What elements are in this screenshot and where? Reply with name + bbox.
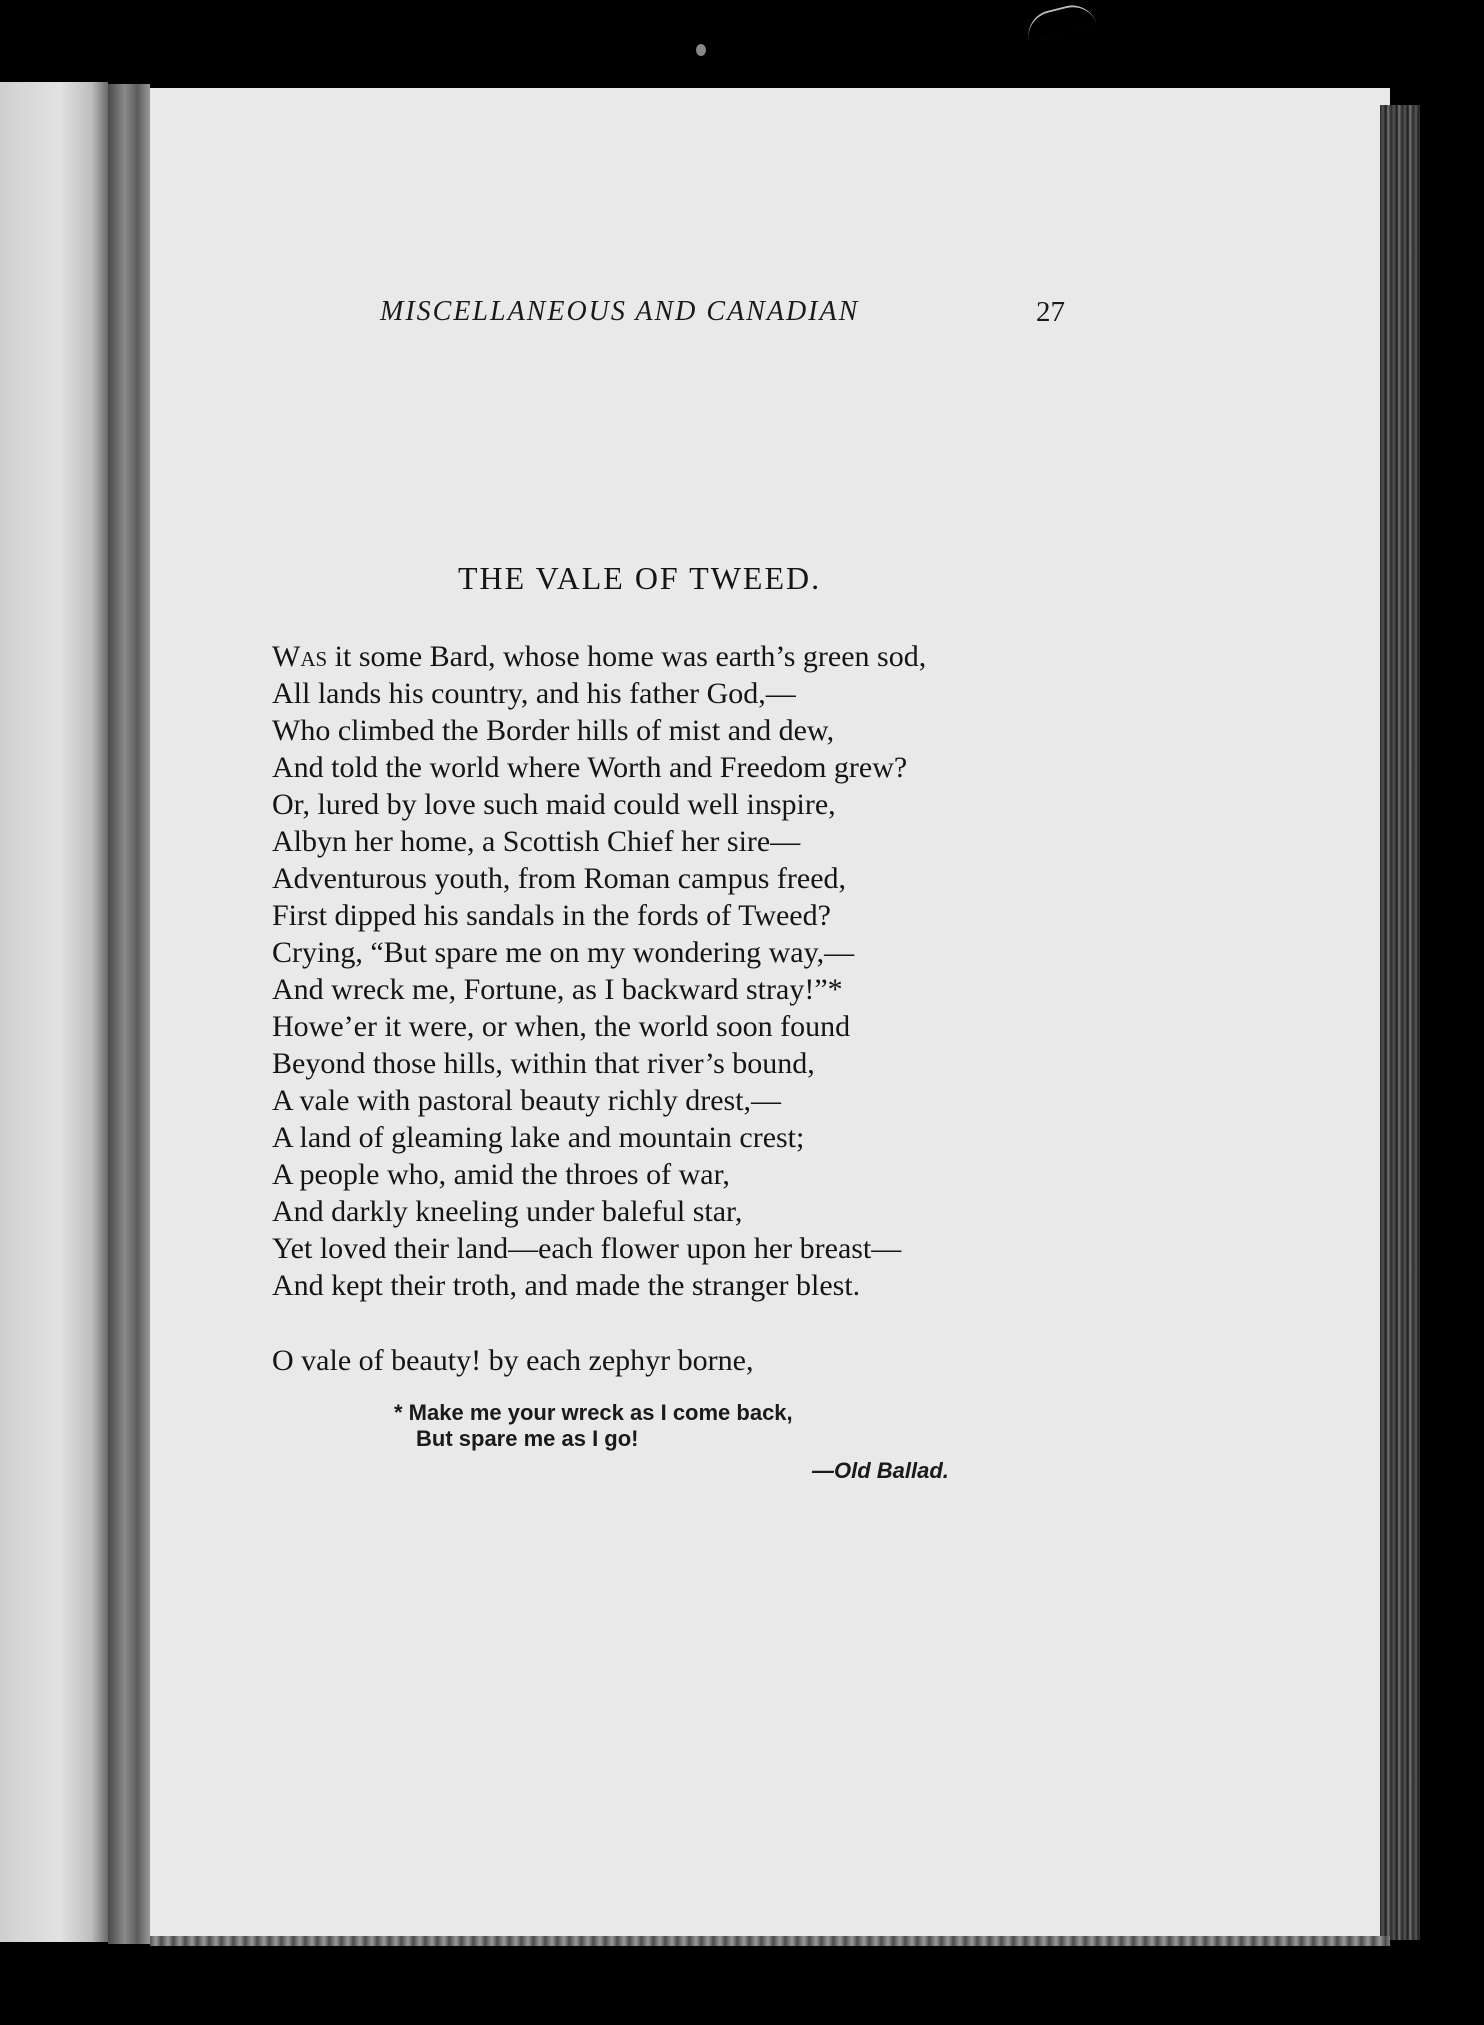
poem-line: And darkly kneeling under baleful star, (272, 1195, 743, 1228)
poem-line: And kept their troth, and made the stranger blest. (272, 1269, 861, 1302)
poem-title: THE VALE OF TWEED. (458, 560, 822, 596)
poem-line (272, 638, 1092, 675)
poem-line: A vale with pastoral beauty richly drest,— (272, 1084, 782, 1117)
poem-line: First dipped his sandals in the fords of Tweed? (272, 899, 831, 932)
poem-line: Adventurous youth, from Roman campus freed, (272, 862, 847, 895)
page-fore-edge (1380, 105, 1420, 1940)
poem-line: Or, lured by love such maid could well inspire, (272, 788, 836, 821)
first-line-rest: it some Bard, whose home was earth’s green sod, (327, 640, 927, 673)
poem-line: Albyn her home, a Scottish Chief her sire— (272, 825, 801, 858)
poem-line: And wreck me, Fortune, as I backward stray!”* (272, 973, 843, 1006)
poem-line: A land of gleaming lake and mountain crest; (272, 1121, 805, 1154)
poem-line: Yet loved their land—each flower upon her breast— (272, 1232, 902, 1265)
footnote (394, 1400, 1044, 1483)
footnote-attribution: —Old Ballad. (812, 1458, 949, 1483)
poem-line: Beyond those hills, within that river’s bound, (272, 1047, 815, 1080)
footnote-line: But spare me as I go! (416, 1426, 639, 1451)
first-word: Was (272, 640, 328, 673)
scan-speck (696, 44, 706, 56)
poem-line: Howe’er it were, or when, the world soon found (272, 1010, 851, 1043)
scan-scratch-mark (1023, 0, 1097, 42)
left-page-edge (0, 82, 108, 1942)
poem-line: Who climbed the Border hills of mist and dew, (272, 714, 835, 747)
stanza-2 (272, 1342, 1092, 1379)
page-bottom-edge (150, 1936, 1390, 1946)
stanza-1 (272, 638, 1092, 1304)
poem-line: All lands his country, and his father God,— (272, 677, 796, 710)
footnote-line: * Make me your wreck as I come back, (394, 1400, 793, 1425)
poem-line: Crying, “But spare me on my wondering way,— (272, 936, 855, 969)
book-gutter (108, 84, 150, 1944)
running-head: MISCELLANEOUS AND CANADIAN (380, 296, 860, 327)
page-number: 27 (1036, 296, 1065, 328)
poem-line: A people who, amid the throes of war, (272, 1158, 730, 1191)
poem-line: O vale of beauty! by each zephyr borne, (272, 1344, 754, 1377)
poem-line: And told the world where Worth and Freedom grew? (272, 751, 908, 784)
